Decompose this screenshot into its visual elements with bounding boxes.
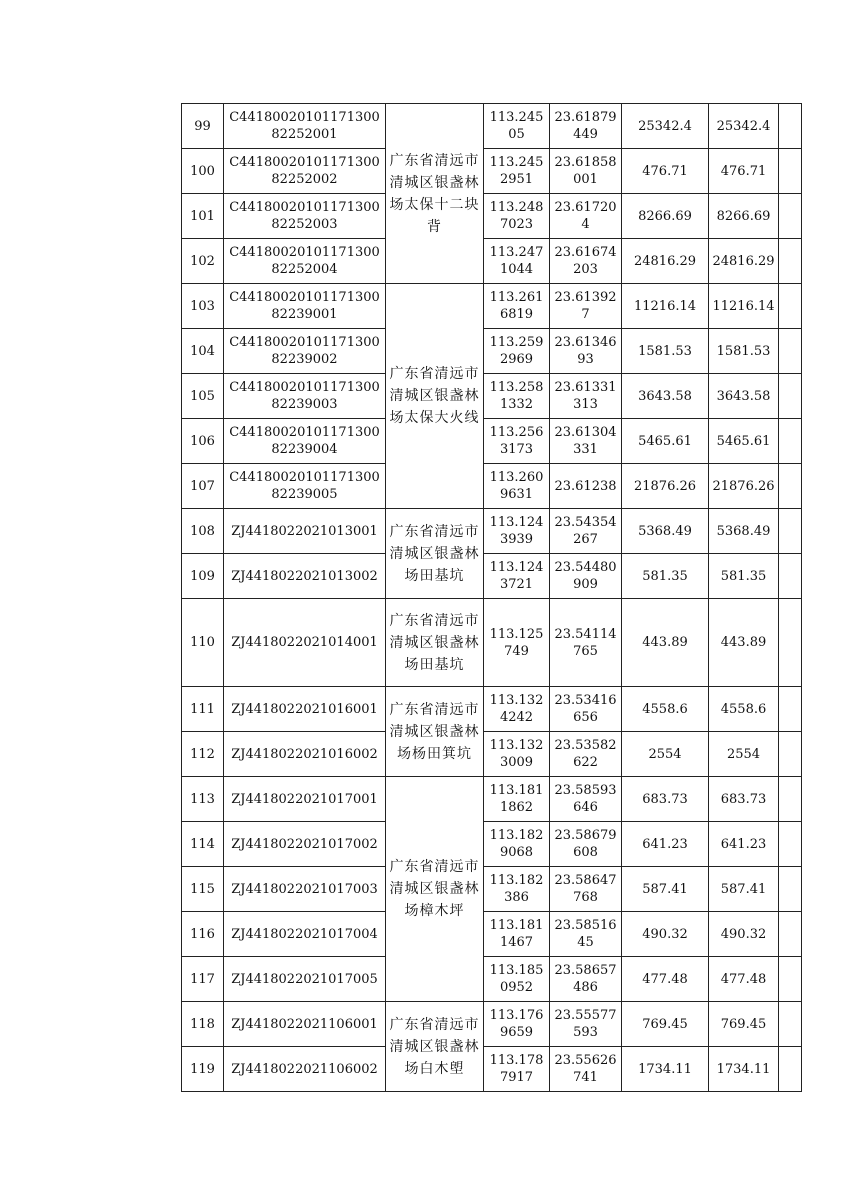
- latitude-cell: 23.55577593: [550, 1002, 622, 1047]
- latitude-cell: 23.61331313: [550, 374, 622, 419]
- area-confirmed-cell: 1734.11: [709, 1047, 779, 1092]
- area-cell: 641.23: [622, 822, 709, 867]
- parcel-code-cell: C4418002010117130082239004: [224, 419, 386, 464]
- longitude-cell: 113.2581332: [484, 374, 550, 419]
- row-seq-cell: 99: [182, 104, 224, 149]
- latitude-cell: 23.5851645: [550, 912, 622, 957]
- area-cell: 3643.58: [622, 374, 709, 419]
- table-row: [182, 1002, 802, 1047]
- latitude-cell: 23.58657486: [550, 957, 622, 1002]
- note-cell: [779, 284, 802, 329]
- table-row: [182, 822, 802, 867]
- area-cell: 683.73: [622, 777, 709, 822]
- longitude-cell: 113.1243939: [484, 509, 550, 554]
- note-cell: [779, 777, 802, 822]
- note-cell: [779, 509, 802, 554]
- note-cell: [779, 732, 802, 777]
- area-confirmed-cell: 477.48: [709, 957, 779, 1002]
- area-cell: 2554: [622, 732, 709, 777]
- area-confirmed-cell: 581.35: [709, 554, 779, 599]
- table-row: [182, 509, 802, 554]
- parcel-table: [181, 103, 802, 1092]
- row-seq-cell: 110: [182, 599, 224, 687]
- parcel-code-cell: C4418002010117130082239001: [224, 284, 386, 329]
- area-confirmed-cell: 8266.69: [709, 194, 779, 239]
- row-seq-cell: 103: [182, 284, 224, 329]
- parcel-code-cell: C4418002010117130082239005: [224, 464, 386, 509]
- note-cell: [779, 867, 802, 912]
- note-cell: [779, 149, 802, 194]
- latitude-cell: 23.58647768: [550, 867, 622, 912]
- latitude-cell: 23.58679608: [550, 822, 622, 867]
- table-row: [182, 732, 802, 777]
- area-confirmed-cell: 24816.29: [709, 239, 779, 284]
- area-cell: 769.45: [622, 1002, 709, 1047]
- area-confirmed-cell: 476.71: [709, 149, 779, 194]
- longitude-cell: 113.125749: [484, 599, 550, 687]
- area-confirmed-cell: 3643.58: [709, 374, 779, 419]
- row-seq-cell: 111: [182, 687, 224, 732]
- row-seq-cell: 115: [182, 867, 224, 912]
- table-row: [182, 777, 802, 822]
- note-cell: [779, 687, 802, 732]
- parcel-code-cell: ZJ4418022021017004: [224, 912, 386, 957]
- longitude-cell: 113.24505: [484, 104, 550, 149]
- parcel-code-cell: ZJ4418022021017002: [224, 822, 386, 867]
- longitude-cell: 113.2452951: [484, 149, 550, 194]
- parcel-code-cell: ZJ4418022021016001: [224, 687, 386, 732]
- area-cell: 8266.69: [622, 194, 709, 239]
- table-row: [182, 239, 802, 284]
- latitude-cell: 23.61879449: [550, 104, 622, 149]
- row-seq-cell: 106: [182, 419, 224, 464]
- area-cell: 1581.53: [622, 329, 709, 374]
- location-cell: 广东省清远市清城区银盏林场杨田箕坑: [386, 687, 484, 777]
- latitude-cell: 23.53416656: [550, 687, 622, 732]
- area-cell: 1734.11: [622, 1047, 709, 1092]
- location-cell: 广东省清远市清城区银盏林场田基坑: [386, 599, 484, 687]
- latitude-cell: 23.61304331: [550, 419, 622, 464]
- row-seq-cell: 116: [182, 912, 224, 957]
- parcel-code-cell: ZJ4418022021017005: [224, 957, 386, 1002]
- note-cell: [779, 239, 802, 284]
- parcel-code-cell: ZJ4418022021013002: [224, 554, 386, 599]
- area-confirmed-cell: 4558.6: [709, 687, 779, 732]
- table-row: [182, 149, 802, 194]
- row-seq-cell: 112: [182, 732, 224, 777]
- area-cell: 5465.61: [622, 419, 709, 464]
- parcel-code-cell: C4418002010117130082239003: [224, 374, 386, 419]
- area-cell: 587.41: [622, 867, 709, 912]
- longitude-cell: 113.2487023: [484, 194, 550, 239]
- latitude-cell: 23.58593646: [550, 777, 622, 822]
- area-cell: 477.48: [622, 957, 709, 1002]
- note-cell: [779, 419, 802, 464]
- note-cell: [779, 1002, 802, 1047]
- parcel-code-cell: C4418002010117130082252004: [224, 239, 386, 284]
- longitude-cell: 113.1324242: [484, 687, 550, 732]
- area-confirmed-cell: 21876.26: [709, 464, 779, 509]
- table-row: [182, 464, 802, 509]
- area-cell: 443.89: [622, 599, 709, 687]
- note-cell: [779, 912, 802, 957]
- location-cell: 广东省清远市清城区银盏林场太保大火线: [386, 284, 484, 509]
- latitude-cell: 23.53582622: [550, 732, 622, 777]
- parcel-code-cell: ZJ4418022021106002: [224, 1047, 386, 1092]
- note-cell: [779, 464, 802, 509]
- longitude-cell: 113.1811467: [484, 912, 550, 957]
- area-confirmed-cell: 1581.53: [709, 329, 779, 374]
- area-cell: 490.32: [622, 912, 709, 957]
- location-cell: 广东省清远市清城区银盏林场樟木坪: [386, 777, 484, 1002]
- area-confirmed-cell: 683.73: [709, 777, 779, 822]
- row-seq-cell: 104: [182, 329, 224, 374]
- note-cell: [779, 194, 802, 239]
- parcel-code-cell: ZJ4418022021014001: [224, 599, 386, 687]
- table-row: [182, 329, 802, 374]
- latitude-cell: 23.617204: [550, 194, 622, 239]
- table-row: [182, 419, 802, 464]
- longitude-cell: 113.2471044: [484, 239, 550, 284]
- row-seq-cell: 117: [182, 957, 224, 1002]
- row-seq-cell: 118: [182, 1002, 224, 1047]
- location-cell: 广东省清远市清城区银盏林场太保十二块背: [386, 104, 484, 284]
- table-row: [182, 554, 802, 599]
- area-cell: 11216.14: [622, 284, 709, 329]
- table-row: [182, 599, 802, 687]
- parcel-code-cell: C4418002010117130082252001: [224, 104, 386, 149]
- row-seq-cell: 102: [182, 239, 224, 284]
- row-seq-cell: 105: [182, 374, 224, 419]
- area-confirmed-cell: 25342.4: [709, 104, 779, 149]
- longitude-cell: 113.2592969: [484, 329, 550, 374]
- table-row: [182, 284, 802, 329]
- latitude-cell: 23.613927: [550, 284, 622, 329]
- row-seq-cell: 100: [182, 149, 224, 194]
- parcel-code-cell: ZJ4418022021106001: [224, 1002, 386, 1047]
- note-cell: [779, 104, 802, 149]
- row-seq-cell: 119: [182, 1047, 224, 1092]
- area-cell: 476.71: [622, 149, 709, 194]
- longitude-cell: 113.1829068: [484, 822, 550, 867]
- note-cell: [779, 599, 802, 687]
- note-cell: [779, 822, 802, 867]
- longitude-cell: 113.2609631: [484, 464, 550, 509]
- table-row: [182, 912, 802, 957]
- area-confirmed-cell: 443.89: [709, 599, 779, 687]
- table-row: [182, 687, 802, 732]
- area-confirmed-cell: 641.23: [709, 822, 779, 867]
- area-cell: 5368.49: [622, 509, 709, 554]
- note-cell: [779, 957, 802, 1002]
- area-cell: 581.35: [622, 554, 709, 599]
- table-row: [182, 194, 802, 239]
- row-seq-cell: 108: [182, 509, 224, 554]
- latitude-cell: 23.54480909: [550, 554, 622, 599]
- longitude-cell: 113.1787917: [484, 1047, 550, 1092]
- note-cell: [779, 554, 802, 599]
- longitude-cell: 113.1243721: [484, 554, 550, 599]
- row-seq-cell: 101: [182, 194, 224, 239]
- parcel-code-cell: ZJ4418022021017003: [224, 867, 386, 912]
- parcel-code-cell: ZJ4418022021017001: [224, 777, 386, 822]
- parcel-code-cell: ZJ4418022021016002: [224, 732, 386, 777]
- location-cell: 广东省清远市清城区银盏林场田基坑: [386, 509, 484, 599]
- longitude-cell: 113.182386: [484, 867, 550, 912]
- latitude-cell: 23.61858001: [550, 149, 622, 194]
- latitude-cell: 23.6134693: [550, 329, 622, 374]
- table-row: [182, 374, 802, 419]
- area-cell: 4558.6: [622, 687, 709, 732]
- area-confirmed-cell: 490.32: [709, 912, 779, 957]
- longitude-cell: 113.1769659: [484, 1002, 550, 1047]
- area-confirmed-cell: 769.45: [709, 1002, 779, 1047]
- parcel-code-cell: ZJ4418022021013001: [224, 509, 386, 554]
- area-confirmed-cell: 587.41: [709, 867, 779, 912]
- latitude-cell: 23.61674203: [550, 239, 622, 284]
- table-row: [182, 104, 802, 149]
- note-cell: [779, 374, 802, 419]
- note-cell: [779, 1047, 802, 1092]
- table-row: [182, 957, 802, 1002]
- row-seq-cell: 107: [182, 464, 224, 509]
- longitude-cell: 113.1323009: [484, 732, 550, 777]
- parcel-table-body: [182, 104, 802, 1092]
- parcel-code-cell: C4418002010117130082239002: [224, 329, 386, 374]
- table-row: [182, 867, 802, 912]
- note-cell: [779, 329, 802, 374]
- area-cell: 21876.26: [622, 464, 709, 509]
- longitude-cell: 113.1850952: [484, 957, 550, 1002]
- row-seq-cell: 109: [182, 554, 224, 599]
- longitude-cell: 113.1811862: [484, 777, 550, 822]
- row-seq-cell: 114: [182, 822, 224, 867]
- area-confirmed-cell: 5465.61: [709, 419, 779, 464]
- area-confirmed-cell: 11216.14: [709, 284, 779, 329]
- latitude-cell: 23.54114765: [550, 599, 622, 687]
- parcel-code-cell: C4418002010117130082252002: [224, 149, 386, 194]
- longitude-cell: 113.2563173: [484, 419, 550, 464]
- area-cell: 25342.4: [622, 104, 709, 149]
- parcel-code-cell: C4418002010117130082252003: [224, 194, 386, 239]
- latitude-cell: 23.55626741: [550, 1047, 622, 1092]
- longitude-cell: 113.2616819: [484, 284, 550, 329]
- area-cell: 24816.29: [622, 239, 709, 284]
- latitude-cell: 23.54354267: [550, 509, 622, 554]
- area-confirmed-cell: 5368.49: [709, 509, 779, 554]
- row-seq-cell: 113: [182, 777, 224, 822]
- table-row: [182, 1047, 802, 1092]
- location-cell: 广东省清远市清城区银盏林场白木塱: [386, 1002, 484, 1092]
- area-confirmed-cell: 2554: [709, 732, 779, 777]
- latitude-cell: 23.61238: [550, 464, 622, 509]
